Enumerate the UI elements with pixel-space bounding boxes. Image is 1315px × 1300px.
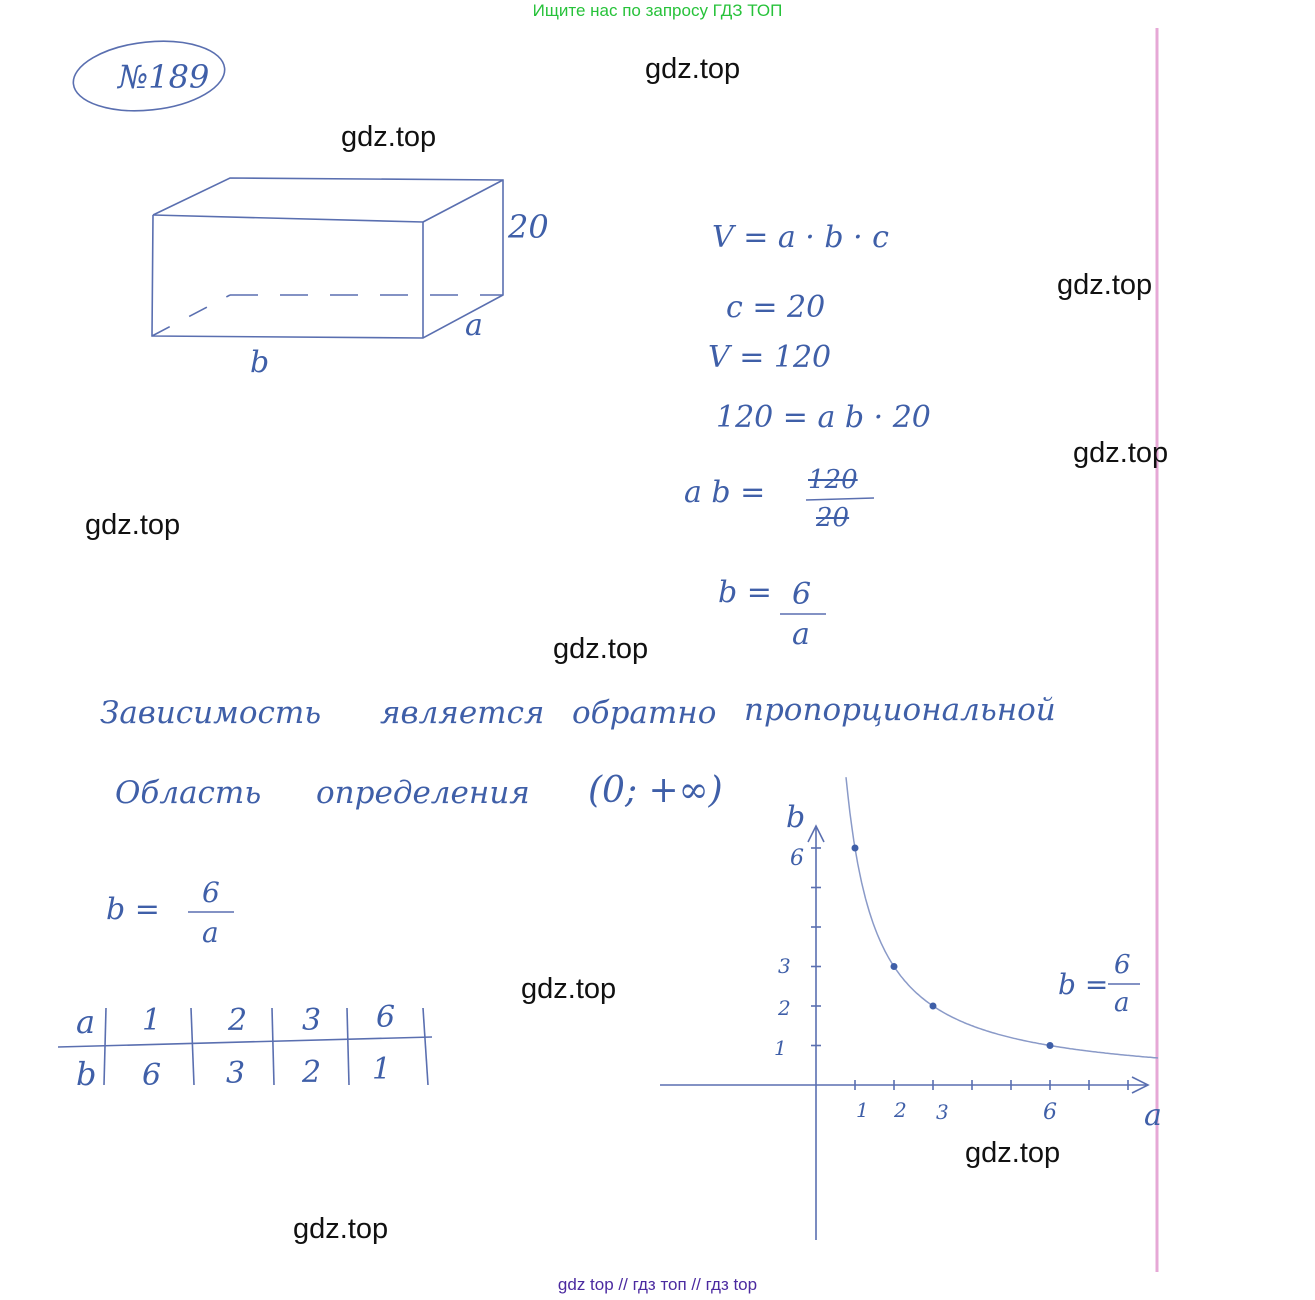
graph-x-tick-label: 6 [1043,1100,1057,1125]
formula2-lhs: b = [106,892,160,927]
graph-equation-denominator: a [1114,988,1130,1018]
table-row-label-a: a [76,1003,96,1041]
ab-lhs: a b = [684,475,766,510]
graph-point [930,1003,937,1010]
graph-point [891,963,898,970]
substitute-formula: 120 = a b · 20 [716,400,931,435]
table-cell: 2 [228,1003,248,1038]
watermark: gdz.top [645,53,741,85]
graph-x-axis-label: a [1144,1098,1162,1133]
watermark: gdz.top [965,1137,1061,1169]
domain-interval: (0; +∞) [588,770,723,811]
v-value: V = 120 [708,340,832,375]
table-cell: 3 [302,1003,322,1038]
graph-y-tick-label: 6 [790,846,804,871]
table-cell: 6 [376,1000,396,1035]
graph-y-tick-label: 2 [778,996,791,1020]
watermark: gdz.top [293,1213,389,1245]
table-cell: 1 [372,1052,392,1087]
box-width-label: a [465,308,483,343]
text-word: определения [316,775,530,811]
text-word: Зависимость [100,695,322,731]
top-banner[interactable]: Ищите нас по запросу ГДЗ ТОП [532,1,783,20]
text-word: обратно [572,695,717,731]
ab-numerator: 120 [808,465,858,495]
watermark: gdz.top [553,633,649,665]
footer-links[interactable]: gdz top // гдз топ // гдз top [557,1275,758,1294]
hyperbola-curve [846,777,1158,1058]
graph-equation-lhs: b = [1058,968,1109,1001]
problem-number: №189 [118,58,210,96]
graph-y-tick-label: 1 [774,1036,787,1060]
c-value: c = 20 [726,290,826,325]
graph-x-tick-label: 1 [856,1098,869,1122]
text-word: пропорциональной [744,692,1056,728]
box-height-label: 20 [508,208,549,246]
graph-x-tick-label: 2 [894,1098,907,1122]
graph-point [852,845,859,852]
table-cell: 6 [142,1058,162,1093]
table-cell: 1 [142,1003,162,1038]
box-length-label: b [250,345,270,380]
volume-formula: V = a · b · c [712,220,889,255]
formula2-numerator: 6 [202,876,220,909]
graph-x-tick-label: 3 [936,1100,949,1124]
watermark: gdz.top [85,509,181,541]
text-word: является [380,695,545,731]
ab-denominator: 20 [816,503,850,533]
graph-y-axis-label: b [786,800,806,835]
table-cell: 2 [302,1055,322,1090]
watermark: gdz.top [341,121,437,153]
graph-point [1047,1042,1054,1049]
table-row-label-b: b [76,1055,97,1093]
graph-y-tick-label: 3 [778,954,791,978]
text-word: Область [115,775,262,811]
watermark: gdz.top [1073,437,1169,469]
table-cell: 3 [226,1056,246,1091]
watermark: gdz.top [521,973,617,1005]
b-numerator: 6 [792,577,812,612]
graph-equation-numerator: 6 [1114,950,1131,980]
watermark: gdz.top [1057,269,1153,301]
b-denominator: a [792,617,810,652]
b-lhs: b = [718,575,772,610]
formula2-denominator: a [202,916,219,949]
